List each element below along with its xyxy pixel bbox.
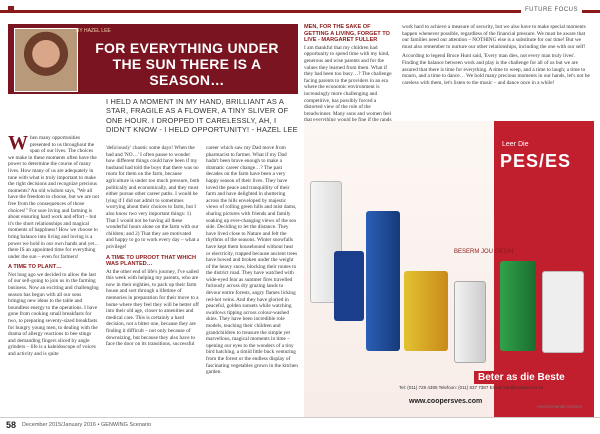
section-label: FUTURE FOCUS: [521, 7, 582, 13]
col4-paragraph: I am thankful that my children had opportunity to spend time with my kind, generous and wise parents and for the values they learned from them. What if they had been too busy…? The challenge facing parents to the providers in an era where the economic environment is increasingly more challenging and competitive, has possibly forced a distorted view of the role of the breadwinner. Many sons and women feel: [304, 44, 392, 117]
article-title: FOR EVERYTHING UNDER THE SUN THERE IS A SEASON…: [95, 40, 279, 88]
product-can-4: [404, 271, 448, 351]
col2-subheading: A TIME TO UPROOT THAT WHICH WAS PLANTED…: [106, 254, 197, 268]
product-can-7: [542, 271, 584, 353]
product-can-3: [366, 211, 400, 351]
footer-text: December 2015/January 2016 • GENWING Scenario: [22, 422, 152, 428]
column-1: [8, 132, 100, 358]
brand-sub: environmental science: [537, 404, 582, 409]
col5-paragraph-2: According to legend Bruce Hunt said, 'Every man dies, not every man truly lives'. Finding the balance between work and play is the challenge for all of us but we are assured that there is time for everything. A time to weep, and a time to laugh; a time to mourn, and a time to dance… We hold many precious moments in our hands, let's not be careless with them, let's listen to the music – and dance once in a while!: [402, 53, 590, 86]
article-lead-quote: I HELD A MOMENT IN MY HAND, BRILLIANT AS A STAR, FRAGILE AS A FLOWER, A TINY SLIVER OF ONE HOUR. I DROPPED IT CARELESSLY, AH, I DIDN'T KNOW - I HELD OPPORTUNITY! - HAZEL LEE: [106, 97, 298, 135]
column-2: [106, 145, 200, 348]
brand-name: COOPERS: [526, 392, 582, 404]
page-number: 58: [6, 420, 17, 430]
pesticide-advert[interactable]: [304, 121, 594, 417]
col2-paragraph: 'deliciously' chaotic some days! When the bad and 'NO…' I often pause to wonder how different things could have been if my husband had told the boys that there was no room for them on the farm, because agriculture is under too much pressure, both politically and economically, and they must either pursue other career paths. I would be lying if I did not admit to sometimes worrying about their choices to farm, but I also know two very important things: 1) That I would not be having all these wonderful hours alone on the farm with our children; and 2) That they are motivated and happy to go to work every day – what a privilege!: [106, 145, 200, 250]
author-name: BY HAZEL LEE: [76, 28, 111, 34]
page-footer: [0, 417, 600, 434]
advert-headline-2: PES/ES: [500, 151, 572, 171]
author-photo: [14, 28, 78, 92]
col1-paragraph: hen many opportunities presented to us throughout the span of our lives. The choices we make in these moments often have the power to determine the course of many lives. How many of us are adequately in tune with what is truly important to make the right decisions and recognize precious moments? An old wisdom says, "We all have the freedom to choose, but we are not free from the consequences of those choices!" For sure living and farming is about ensuring hard work and effort – but it's the short relationships and magical moments of happiness! How we choose to bring balance into living and loving is a power we hold in our own hands and yet… there IS an appointed time for everything under the sun – even for farmers!: [8, 135, 100, 260]
advert-url[interactable]: www.coopersves.com: [409, 398, 483, 405]
advert-brand: [527, 392, 582, 409]
product-can-5: [454, 281, 486, 363]
col1-paragraph-2: Not long ago we decided to allow the last of our sell-going to join us in the farming business. Now an exciting and challenging season has begun with all our sons bringing new ideas to the table and boundless energy to the operations. I have gone from cooking small breakfasts for two, to preparing seventy-sized breakfasts for hungry young men, to dealing with the drama of allergy reactions to bee stings and demanding fingers sliced by angle grinders – life is a kaleidoscope of voices and activity and is quite: [8, 271, 99, 357]
product-can-6: [500, 261, 536, 351]
advert-contacts: Tel: (011) 729 4385 Telefoon: (011) 837 7387 Email: info@coopers.co.za: [399, 385, 544, 390]
advert-subline: BESERM JOU GESIN: [454, 249, 514, 255]
column-5: [402, 24, 592, 86]
col4-subheading-1: MEN, FOR THE SAKE OF GETTING A LIVING, FORGET TO LIVE - MARGARET FULLER: [304, 24, 390, 44]
col3-paragraph: career which saw my Dad move from pharmacist to farmer. What if my Dad hadn't been brave enough to make a dramatic career change…? The past decades on the farm have been a very happy season of their lives. They have loved the peace and tranquillity of their farm and have delighted in shuttering across the hills enveloped by majestic views of rolling green hills and mist dams, sharing pictures with friends and family soaking up ever-changing views of the sea side. Deciding to let the distance. They have lived close to Nature and felt the rhythms of the seasons. Winter snowfalls have kept them housebound without heat or electricity, trapped because ancient trees have bowed and broken under the weight of the heavy snow, blocking their routes to the district road. They have watched with wide-eyed fear as summer fires travelled furiously across dry grazing lands to devour entire forests, angry flames licking red-hot veins. And they have gloried in peaceful, golden sunsets while watching swallows tipping across colour-washed skies. They have been incredible role models, teaching their children and grandchildren to treasure the simple yet marvellous, magical moments in time – opening our eyes to the wonders of a tiny bird hatching, a timid little buck venturing from the forest or the endless display of fascinating vegetables grown in the kitchen garden.: [206, 145, 298, 376]
col1-subheading: A TIME TO PLANT…: [8, 264, 62, 271]
col5-paragraph: work hard to achieve a measure of security, but we also have to make special moments happen whenever possible, regardless of the financial pressure. We must be aware that our families need our attention – NOTHING else is a substitute for our time! But we must also remember to nurture our other relationships, including the one with our self!: [402, 24, 586, 50]
product-can-2: [334, 251, 364, 321]
advert-headline-1: Leer Die: [502, 141, 529, 148]
page-header: [0, 0, 600, 16]
advert-tagline: Beter as die Beste: [474, 371, 569, 384]
col2-paragraph-2: At the other end of life's journey, I've sailed this week with helping my parents, who are now in their eighties, to pack up their farm house and sort through a lifetime of memories in preparation for their move to a home where they feel they will be better off into their old age, closer to amenities and medical care. This is certainly a hard decision, not a bitter one, because they are finding it difficult – not only because of downsizing, but because they also have to face the door on its transitions, successful: [106, 268, 199, 348]
drop-cap: W: [8, 132, 28, 154]
column-3: [206, 145, 298, 376]
header-rule: [0, 10, 600, 13]
header-square-left: [8, 6, 14, 12]
